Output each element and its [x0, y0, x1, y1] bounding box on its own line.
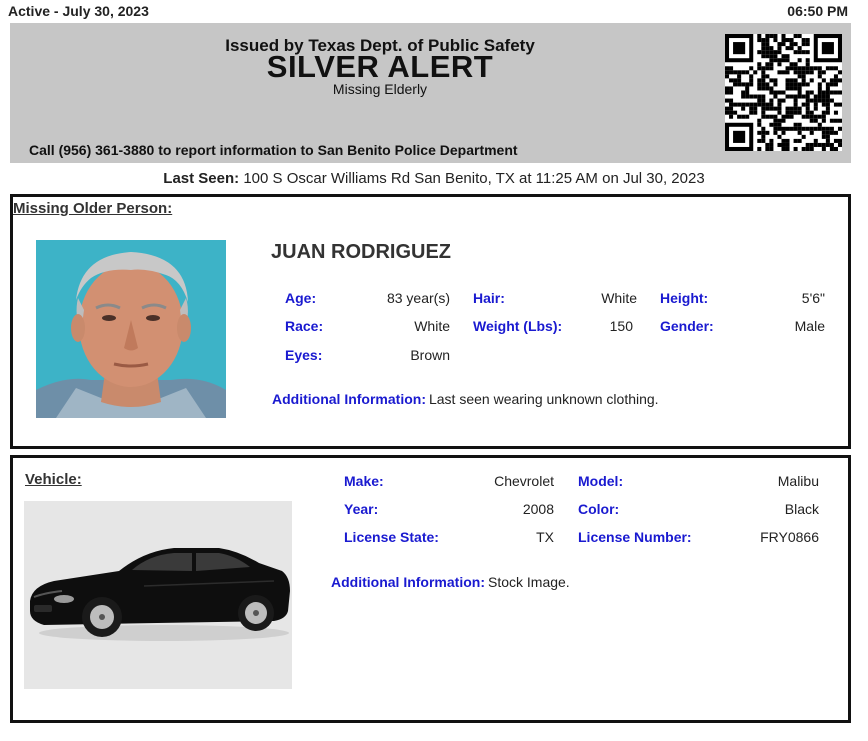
missing-person-section: [10, 194, 851, 449]
race-value: White: [414, 318, 450, 334]
color-label: Color:: [578, 501, 620, 517]
status-date: Active - July 30, 2023: [8, 3, 149, 19]
vehicle-additional-info-label: Additional Information:: [331, 574, 485, 590]
hair-value: White: [601, 290, 637, 306]
call-to-report: Call (956) 361-3880 to report information to San Benito Police Department: [29, 142, 518, 158]
hair-label: Hair:: [473, 290, 505, 306]
gender-label: Gender:: [660, 318, 714, 334]
gender-value: Male: [794, 318, 825, 334]
alert-banner: [10, 23, 851, 163]
race-label: Race:: [285, 318, 324, 334]
vehicle-heading: Vehicle:: [25, 471, 82, 488]
age-label: Age:: [285, 290, 317, 306]
last-seen-text: 100 S Oscar Williams Rd San Benito, TX at 11:25 AM on Jul 30, 2023: [243, 170, 705, 187]
weight-label: Weight (Lbs):: [473, 318, 563, 334]
eyes-label: Eyes:: [285, 347, 323, 363]
person-name: JUAN RODRIGUEZ: [271, 241, 452, 263]
height-value: 5'6": [801, 290, 825, 306]
license-state-label: License State:: [344, 529, 439, 545]
status-time: 06:50 PM: [787, 3, 848, 19]
issued-by: Issued by Texas Dept. of Public Safety: [225, 36, 535, 55]
license-number-value: FRY0866: [760, 529, 819, 545]
weight-value: 150: [609, 318, 633, 334]
model-value: Malibu: [777, 473, 819, 489]
person-photo: [36, 240, 226, 418]
year-value: 2008: [522, 501, 554, 517]
vehicle-additional-info: [331, 574, 570, 590]
person-additional-info-label: Additional Information:: [272, 391, 426, 407]
vehicle-photo: [24, 501, 292, 689]
status-bar: [8, 3, 848, 21]
alert-subtitle: Missing Elderly: [332, 81, 428, 97]
missing-person-heading: Missing Older Person:: [13, 200, 173, 217]
license-state-value: TX: [536, 529, 554, 545]
height-label: Height:: [660, 290, 709, 306]
last-seen-label: Last Seen:: [163, 170, 240, 187]
license-number-label: License Number:: [578, 529, 692, 545]
make-value: Chevrolet: [494, 473, 554, 489]
eyes-value: Brown: [410, 347, 450, 363]
make-label: Make:: [344, 473, 384, 489]
vehicle-additional-info-text: Stock Image.: [487, 574, 570, 590]
model-label: Model:: [578, 473, 624, 489]
color-value: Black: [784, 501, 819, 517]
last-seen: [0, 170, 868, 187]
year-label: Year:: [344, 501, 379, 517]
person-additional-info: [272, 391, 659, 407]
qr-code-icon[interactable]: [725, 34, 842, 151]
vehicle-section: [10, 455, 851, 723]
person-additional-info-text: Last seen wearing unknown clothing.: [428, 391, 659, 407]
age-value: 83 year(s): [386, 290, 450, 306]
alert-title: SILVER ALERT: [266, 49, 494, 84]
